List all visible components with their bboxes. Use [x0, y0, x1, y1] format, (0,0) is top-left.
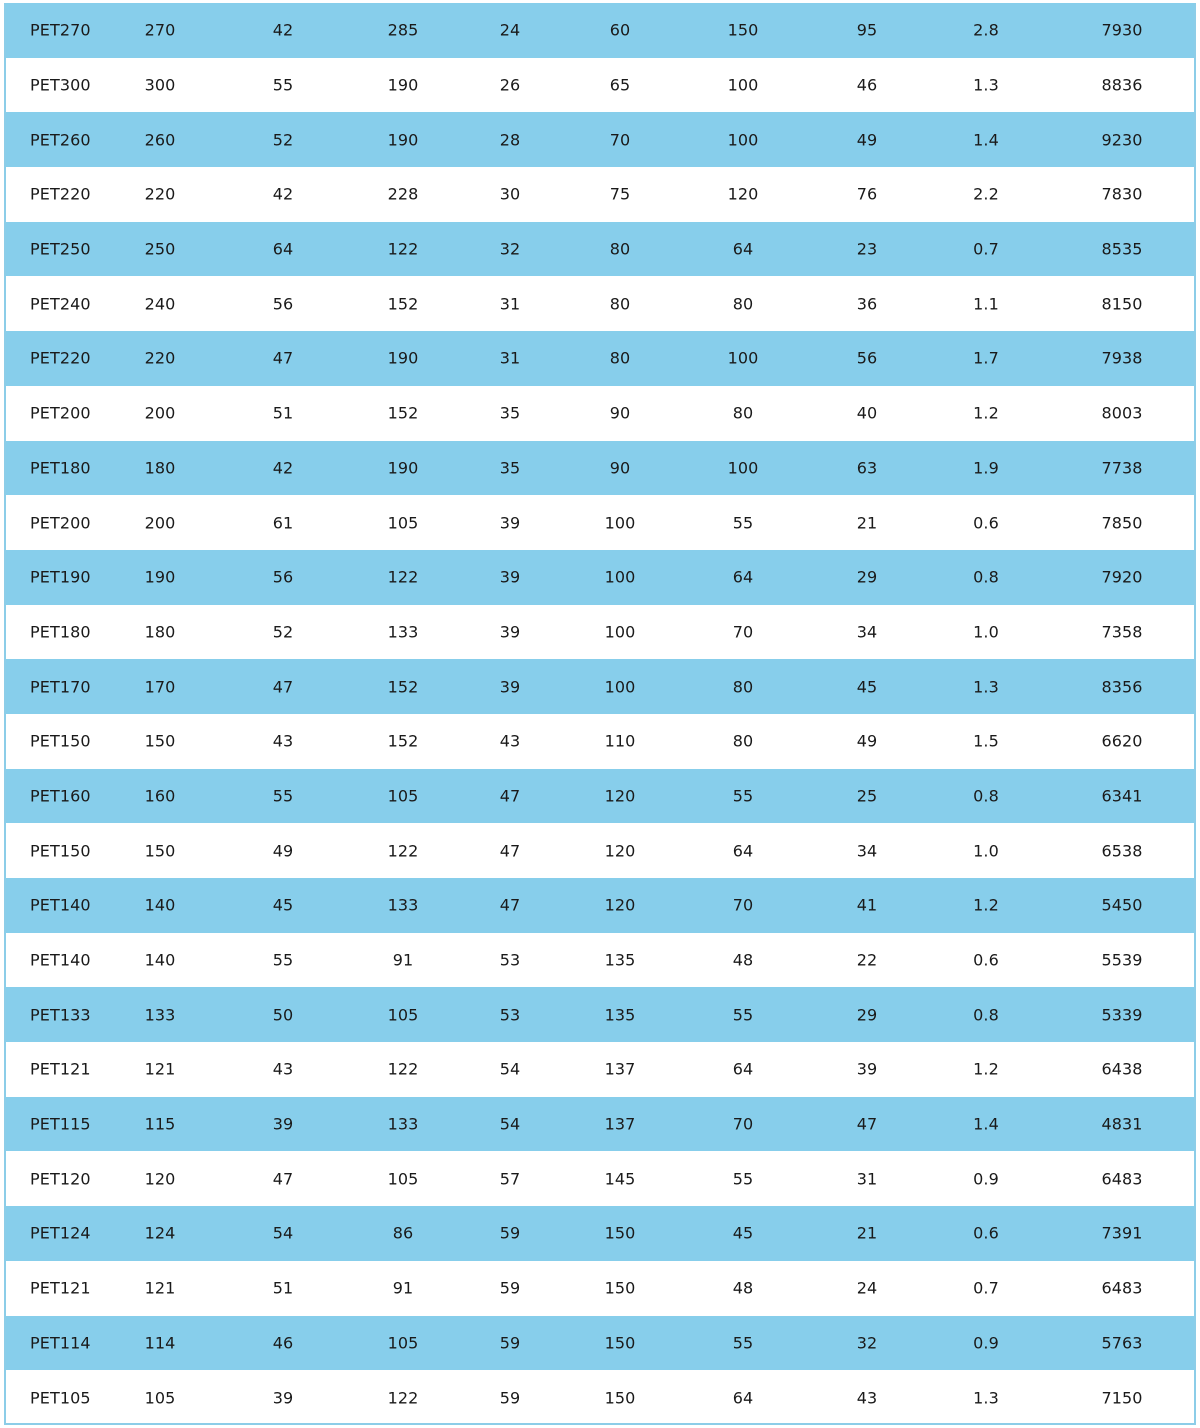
table-cell-col-8: 32: [856, 1333, 878, 1353]
table-cell-col-10: 6620: [1101, 731, 1143, 751]
table-cell-col-6: 120: [604, 895, 636, 915]
table-cell-col-8: 49: [856, 130, 878, 150]
table-cell-col-9: 0.8: [973, 786, 999, 806]
table-cell-col-7: 100: [727, 348, 759, 368]
table-cell-col-2: 270: [144, 20, 176, 40]
table-row: [6, 1097, 1194, 1152]
table-cell-col-9: 2.2: [973, 184, 999, 204]
table-row: [6, 1261, 1194, 1316]
table-cell-col-6: 120: [604, 786, 636, 806]
table-cell-col-6: 100: [604, 622, 636, 642]
table-cell-col-9: 1.0: [973, 622, 999, 642]
table-cell-col-3: 39: [272, 1388, 294, 1408]
table-cell-col-9: 0.6: [973, 513, 999, 533]
table-cell-col-8: 43: [856, 1388, 878, 1408]
table-row: [6, 933, 1194, 988]
table-cell-col-3: 42: [272, 184, 294, 204]
table-cell-col-3: 47: [272, 1169, 294, 1189]
table-cell-col-6: 70: [609, 130, 631, 150]
table-row: [6, 1316, 1194, 1371]
table-cell-col-3: 55: [272, 75, 294, 95]
table-cell-col-8: 21: [856, 513, 878, 533]
table-row: [6, 276, 1194, 331]
table-row: [6, 167, 1194, 222]
table-cell-col-9: 1.2: [973, 403, 999, 423]
table-cell-col-10: 5450: [1101, 895, 1143, 915]
table-cell-col-2: 220: [144, 348, 176, 368]
table-cell-col-10: 4831: [1101, 1114, 1143, 1134]
table-cell-col-10: 5763: [1101, 1333, 1143, 1353]
table-cell-col-10: 5539: [1101, 950, 1143, 970]
table-cell-col-2: 160: [144, 786, 176, 806]
table-cell-model: PET180: [30, 458, 91, 478]
table-cell-col-4: 105: [387, 786, 419, 806]
table-cell-col-3: 51: [272, 1278, 294, 1298]
table-cell-col-6: 100: [604, 567, 636, 587]
table-cell-col-3: 52: [272, 622, 294, 642]
table-cell-col-5: 39: [499, 513, 521, 533]
table-cell-col-6: 137: [604, 1114, 636, 1134]
table-cell-col-6: 60: [609, 20, 631, 40]
table-cell-col-4: 190: [387, 458, 419, 478]
table-cell-col-9: 1.2: [973, 895, 999, 915]
table-cell-col-4: 152: [387, 294, 419, 314]
table-cell-col-8: 24: [856, 1278, 878, 1298]
table-cell-col-9: 0.6: [973, 1223, 999, 1243]
table-cell-col-10: 7930: [1101, 20, 1143, 40]
table-cell-col-9: 0.8: [973, 567, 999, 587]
table-cell-col-7: 64: [732, 1388, 754, 1408]
table-cell-col-6: 75: [609, 184, 631, 204]
table-cell-col-5: 28: [499, 130, 521, 150]
table-cell-col-7: 55: [732, 1169, 754, 1189]
table-row: [6, 823, 1194, 878]
table-cell-model: PET260: [30, 130, 91, 150]
table-row: [6, 331, 1194, 386]
table-cell-col-4: 133: [387, 895, 419, 915]
table-cell-model: PET250: [30, 239, 91, 259]
table-cell-col-6: 120: [604, 841, 636, 861]
table-cell-model: PET133: [30, 1005, 91, 1025]
table-cell-model: PET150: [30, 841, 91, 861]
table-cell-col-2: 121: [144, 1278, 176, 1298]
table-cell-col-7: 64: [732, 567, 754, 587]
table-cell-col-8: 95: [856, 20, 878, 40]
table-row: [6, 112, 1194, 167]
table-cell-col-10: 8356: [1101, 677, 1143, 697]
table-cell-col-2: 114: [144, 1333, 176, 1353]
table-cell-col-6: 110: [604, 731, 636, 751]
table-cell-col-10: 8150: [1101, 294, 1143, 314]
table-cell-col-3: 56: [272, 567, 294, 587]
table-cell-col-3: 43: [272, 731, 294, 751]
table-cell-col-9: 0.8: [973, 1005, 999, 1025]
table-cell-col-7: 55: [732, 1333, 754, 1353]
table-row: [6, 1151, 1194, 1206]
table-cell-col-8: 45: [856, 677, 878, 697]
table-cell-col-10: 6483: [1101, 1278, 1143, 1298]
table-cell-col-2: 180: [144, 622, 176, 642]
table-cell-col-5: 57: [499, 1169, 521, 1189]
table-cell-col-3: 55: [272, 950, 294, 970]
table-cell-col-10: 6438: [1101, 1059, 1143, 1079]
table-cell-col-7: 80: [732, 731, 754, 751]
table-cell-col-3: 52: [272, 130, 294, 150]
table-cell-col-9: 1.1: [973, 294, 999, 314]
table-cell-col-5: 54: [499, 1059, 521, 1079]
table-cell-col-7: 100: [727, 130, 759, 150]
table-cell-col-8: 21: [856, 1223, 878, 1243]
table-cell-col-10: 8836: [1101, 75, 1143, 95]
table-cell-col-7: 80: [732, 403, 754, 423]
table-cell-col-5: 35: [499, 458, 521, 478]
table-cell-col-8: 49: [856, 731, 878, 751]
table-cell-col-7: 45: [732, 1223, 754, 1243]
table-cell-col-6: 150: [604, 1278, 636, 1298]
table-cell-col-5: 26: [499, 75, 521, 95]
table-cell-col-3: 54: [272, 1223, 294, 1243]
table-cell-col-2: 300: [144, 75, 176, 95]
table-cell-col-8: 40: [856, 403, 878, 423]
table-cell-col-8: 34: [856, 622, 878, 642]
table-cell-col-2: 170: [144, 677, 176, 697]
table-cell-col-10: 8535: [1101, 239, 1143, 259]
table-cell-col-9: 2.8: [973, 20, 999, 40]
table-cell-col-7: 80: [732, 677, 754, 697]
table-cell-col-2: 124: [144, 1223, 176, 1243]
table-cell-model: PET140: [30, 950, 91, 970]
table-cell-col-10: 6538: [1101, 841, 1143, 861]
table-cell-col-6: 100: [604, 677, 636, 697]
table-row: [6, 550, 1194, 605]
table-cell-col-7: 48: [732, 1278, 754, 1298]
table-cell-col-5: 39: [499, 622, 521, 642]
table-cell-col-3: 64: [272, 239, 294, 259]
table-cell-col-5: 59: [499, 1388, 521, 1408]
table-cell-col-7: 80: [732, 294, 754, 314]
table-cell-col-4: 133: [387, 1114, 419, 1134]
table-cell-col-5: 43: [499, 731, 521, 751]
table-cell-model: PET170: [30, 677, 91, 697]
table-cell-col-8: 47: [856, 1114, 878, 1134]
table-cell-col-10: 7358: [1101, 622, 1143, 642]
table-cell-col-7: 55: [732, 786, 754, 806]
table-cell-col-4: 152: [387, 403, 419, 423]
table-cell-col-4: 122: [387, 1059, 419, 1079]
table-cell-col-8: 29: [856, 1005, 878, 1025]
table-cell-col-5: 54: [499, 1114, 521, 1134]
table-cell-col-6: 90: [609, 403, 631, 423]
table-cell-model: PET190: [30, 567, 91, 587]
table-cell-col-6: 150: [604, 1333, 636, 1353]
table-cell-col-7: 120: [727, 184, 759, 204]
table-cell-col-7: 48: [732, 950, 754, 970]
table-cell-model: PET120: [30, 1169, 91, 1189]
table-cell-col-3: 47: [272, 348, 294, 368]
table-cell-col-7: 150: [727, 20, 759, 40]
table-row: [6, 58, 1194, 113]
table-cell-model: PET150: [30, 731, 91, 751]
table-cell-col-4: 91: [392, 1278, 414, 1298]
table-cell-col-7: 70: [732, 622, 754, 642]
table-cell-col-8: 22: [856, 950, 878, 970]
table-cell-col-4: 105: [387, 513, 419, 533]
table-cell-model: PET115: [30, 1114, 91, 1134]
table-cell-col-5: 35: [499, 403, 521, 423]
table-cell-model: PET124: [30, 1223, 91, 1243]
table-cell-col-3: 43: [272, 1059, 294, 1079]
table-cell-col-5: 47: [499, 895, 521, 915]
table-cell-col-8: 56: [856, 348, 878, 368]
table-cell-col-9: 1.3: [973, 75, 999, 95]
table-cell-col-9: 0.7: [973, 1278, 999, 1298]
table-cell-col-10: 5339: [1101, 1005, 1143, 1025]
table-cell-col-5: 59: [499, 1223, 521, 1243]
table-cell-col-3: 50: [272, 1005, 294, 1025]
table-cell-col-9: 1.4: [973, 130, 999, 150]
table-cell-col-6: 80: [609, 294, 631, 314]
table-cell-col-7: 70: [732, 1114, 754, 1134]
table-cell-col-4: 190: [387, 130, 419, 150]
table-cell-col-5: 53: [499, 1005, 521, 1025]
table-cell-col-6: 90: [609, 458, 631, 478]
table-cell-model: PET200: [30, 403, 91, 423]
table-cell-col-4: 152: [387, 677, 419, 697]
table-cell-col-5: 39: [499, 567, 521, 587]
table-cell-col-3: 55: [272, 786, 294, 806]
table-cell-col-8: 29: [856, 567, 878, 587]
table-cell-col-2: 150: [144, 731, 176, 751]
table-cell-col-9: 1.2: [973, 1059, 999, 1079]
table-cell-col-8: 25: [856, 786, 878, 806]
table-row: [6, 386, 1194, 441]
table-cell-col-2: 240: [144, 294, 176, 314]
table-cell-col-4: 133: [387, 622, 419, 642]
table-cell-col-8: 36: [856, 294, 878, 314]
table-cell-model: PET240: [30, 294, 91, 314]
table-cell-col-3: 49: [272, 841, 294, 861]
table-cell-col-2: 115: [144, 1114, 176, 1134]
table-cell-model: PET200: [30, 513, 91, 533]
table-cell-col-10: 9230: [1101, 130, 1143, 150]
table-cell-col-8: 34: [856, 841, 878, 861]
table-cell-col-3: 39: [272, 1114, 294, 1134]
table-cell-col-4: 105: [387, 1005, 419, 1025]
table-cell-model: PET105: [30, 1388, 91, 1408]
table-cell-col-9: 1.0: [973, 841, 999, 861]
table-cell-col-4: 122: [387, 567, 419, 587]
table-cell-col-5: 47: [499, 841, 521, 861]
table-cell-col-2: 200: [144, 513, 176, 533]
table-cell-col-5: 30: [499, 184, 521, 204]
table-cell-col-2: 105: [144, 1388, 176, 1408]
table-cell-col-7: 100: [727, 75, 759, 95]
table-cell-col-6: 150: [604, 1388, 636, 1408]
table-cell-col-8: 76: [856, 184, 878, 204]
table-cell-col-2: 200: [144, 403, 176, 423]
table-cell-col-3: 47: [272, 677, 294, 697]
table-cell-col-3: 51: [272, 403, 294, 423]
table-cell-col-10: 7738: [1101, 458, 1143, 478]
table-cell-col-3: 46: [272, 1333, 294, 1353]
table-cell-col-2: 260: [144, 130, 176, 150]
table-cell-col-5: 59: [499, 1333, 521, 1353]
table-cell-model: PET300: [30, 75, 91, 95]
table-cell-col-7: 100: [727, 458, 759, 478]
table-row: [6, 769, 1194, 824]
table-cell-col-5: 39: [499, 677, 521, 697]
table-cell-col-6: 135: [604, 1005, 636, 1025]
table-cell-col-10: 7391: [1101, 1223, 1143, 1243]
table-cell-col-9: 0.7: [973, 239, 999, 259]
data-table: [4, 3, 1196, 1425]
table-cell-col-4: 105: [387, 1333, 419, 1353]
table-cell-col-2: 121: [144, 1059, 176, 1079]
table-cell-col-3: 45: [272, 895, 294, 915]
table-cell-col-6: 150: [604, 1223, 636, 1243]
table-cell-col-6: 100: [604, 513, 636, 533]
table-cell-col-10: 7920: [1101, 567, 1143, 587]
table-cell-col-8: 39: [856, 1059, 878, 1079]
table-cell-col-6: 135: [604, 950, 636, 970]
table-cell-col-2: 220: [144, 184, 176, 204]
table-cell-model: PET270: [30, 20, 91, 40]
table-cell-col-4: 105: [387, 1169, 419, 1189]
table-cell-col-4: 91: [392, 950, 414, 970]
table-cell-col-2: 180: [144, 458, 176, 478]
table-cell-col-2: 190: [144, 567, 176, 587]
table-cell-col-8: 46: [856, 75, 878, 95]
table-cell-col-10: 7850: [1101, 513, 1143, 533]
table-row: [6, 987, 1194, 1042]
table-row: [6, 222, 1194, 277]
table-cell-col-7: 64: [732, 239, 754, 259]
table-cell-col-4: 122: [387, 239, 419, 259]
table-cell-model: PET121: [30, 1059, 91, 1079]
table-cell-col-10: 7150: [1101, 1388, 1143, 1408]
table-cell-col-6: 137: [604, 1059, 636, 1079]
table-cell-col-2: 250: [144, 239, 176, 259]
table-cell-model: PET180: [30, 622, 91, 642]
table-cell-col-3: 42: [272, 458, 294, 478]
table-row: [6, 605, 1194, 660]
table-cell-col-6: 65: [609, 75, 631, 95]
table-row: [6, 1370, 1194, 1425]
table-row: [6, 495, 1194, 550]
table-cell-col-5: 31: [499, 348, 521, 368]
table-cell-col-9: 0.9: [973, 1333, 999, 1353]
table-cell-col-5: 47: [499, 786, 521, 806]
table-cell-col-6: 145: [604, 1169, 636, 1189]
table-cell-col-10: 7938: [1101, 348, 1143, 368]
table-cell-col-5: 31: [499, 294, 521, 314]
table-cell-col-4: 122: [387, 1388, 419, 1408]
table-cell-col-4: 190: [387, 75, 419, 95]
table-row: [6, 3, 1194, 58]
table-cell-col-9: 1.3: [973, 677, 999, 697]
table-cell-col-4: 228: [387, 184, 419, 204]
table-cell-col-9: 0.9: [973, 1169, 999, 1189]
table-row: [6, 441, 1194, 496]
table-cell-model: PET220: [30, 348, 91, 368]
table-cell-col-4: 152: [387, 731, 419, 751]
table-cell-col-3: 56: [272, 294, 294, 314]
table-cell-col-5: 59: [499, 1278, 521, 1298]
table-cell-col-9: 1.5: [973, 731, 999, 751]
table-cell-model: PET121: [30, 1278, 91, 1298]
table-cell-model: PET114: [30, 1333, 91, 1353]
table-cell-col-3: 42: [272, 20, 294, 40]
table-row: [6, 1042, 1194, 1097]
table-cell-model: PET160: [30, 786, 91, 806]
table-cell-col-4: 86: [392, 1223, 414, 1243]
table-cell-col-2: 150: [144, 841, 176, 861]
table-row: [6, 1206, 1194, 1261]
table-cell-col-10: 7830: [1101, 184, 1143, 204]
table-cell-col-8: 31: [856, 1169, 878, 1189]
table-cell-model: PET220: [30, 184, 91, 204]
table-cell-col-2: 140: [144, 895, 176, 915]
table-cell-col-4: 285: [387, 20, 419, 40]
table-cell-col-9: 1.7: [973, 348, 999, 368]
table-cell-col-9: 1.9: [973, 458, 999, 478]
table-cell-col-4: 122: [387, 841, 419, 861]
table-cell-col-2: 133: [144, 1005, 176, 1025]
table-cell-col-7: 64: [732, 841, 754, 861]
table-cell-col-3: 61: [272, 513, 294, 533]
table-cell-col-10: 8003: [1101, 403, 1143, 423]
table-cell-col-8: 63: [856, 458, 878, 478]
table-cell-col-6: 80: [609, 239, 631, 259]
table-row: [6, 714, 1194, 769]
table-cell-model: PET140: [30, 895, 91, 915]
table-cell-col-4: 190: [387, 348, 419, 368]
table-cell-col-9: 1.3: [973, 1388, 999, 1408]
table-cell-col-7: 70: [732, 895, 754, 915]
table-cell-col-9: 0.6: [973, 950, 999, 970]
table-cell-col-7: 64: [732, 1059, 754, 1079]
table-cell-col-2: 120: [144, 1169, 176, 1189]
table-cell-col-6: 80: [609, 348, 631, 368]
table-row: [6, 878, 1194, 933]
table-cell-col-10: 6483: [1101, 1169, 1143, 1189]
table-cell-col-5: 53: [499, 950, 521, 970]
table-row: [6, 659, 1194, 714]
table-cell-col-7: 55: [732, 1005, 754, 1025]
table-cell-col-5: 32: [499, 239, 521, 259]
table-cell-col-7: 55: [732, 513, 754, 533]
table-cell-col-9: 1.4: [973, 1114, 999, 1134]
table-cell-col-8: 41: [856, 895, 878, 915]
table-cell-col-5: 24: [499, 20, 521, 40]
table-cell-col-2: 140: [144, 950, 176, 970]
table-cell-col-10: 6341: [1101, 786, 1143, 806]
table-cell-col-8: 23: [856, 239, 878, 259]
